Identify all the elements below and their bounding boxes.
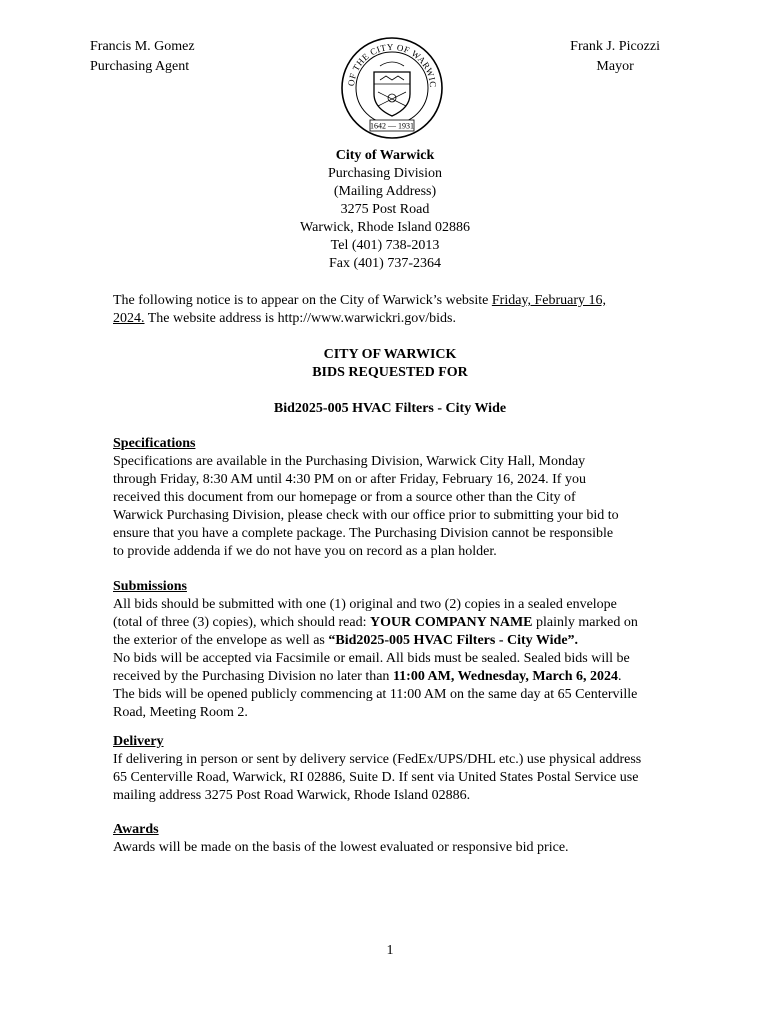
specifications-line: Specifications are available in the Purchasing Division, Warwick City Hall, Monday: [113, 454, 586, 469]
title-city: CITY OF WARWICK: [323, 347, 457, 362]
city-seal-icon: [340, 36, 444, 140]
purchasing-agent-block: [90, 37, 195, 77]
fax: Fax (401) 737-2364: [329, 256, 441, 271]
svg-text:SEAL OF THE CITY OF WARWICK R.: OF THE CITY OF WARWIC: [345, 41, 439, 89]
purchasing-agent-name: Francis M. Gomez: [90, 39, 195, 54]
delivery-heading: Delivery: [113, 734, 164, 749]
city-state-zip: Warwick, Rhode Island 02886: [300, 220, 470, 235]
specifications-heading: Specifications: [113, 436, 196, 451]
notice-date-2: 2024.: [113, 311, 145, 326]
bid-title: Bid2025-005 HVAC Filters - City Wide: [273, 401, 507, 416]
submissions-text: the exterior of the envelope as well as: [113, 633, 329, 648]
submissions-line: No bids will be accepted via Facsimile or email. All bids must be sealed. Sealed bids will be: [113, 651, 630, 666]
address-block: [0, 147, 770, 273]
specifications-section: [113, 435, 673, 561]
submissions-line: All bids should be submitted with one (1) original and two (2) copies in a sealed envelope: [113, 597, 617, 612]
mayor-block: [570, 37, 660, 77]
submissions-text: received by the Purchasing Division no later than: [113, 669, 393, 684]
street-address: 3275 Post Road: [340, 202, 430, 217]
submissions-line: Road, Meeting Room 2.: [113, 705, 248, 720]
mayor-title: Mayor: [596, 59, 634, 74]
city-name: City of Warwick: [335, 148, 435, 163]
submissions-text: plainly marked on: [532, 615, 638, 630]
submissions-text: .: [618, 669, 622, 684]
specifications-line: Warwick Purchasing Division, please check with our office prior to submitting your bid to: [113, 508, 619, 523]
submissions-heading: Submissions: [113, 579, 187, 594]
notice-date-1: Friday, February 16,: [491, 293, 607, 308]
division-name: Purchasing Division: [328, 166, 442, 181]
submissions-line: [113, 614, 673, 632]
telephone: Tel (401) 738-2013: [330, 238, 440, 253]
submissions-section: [113, 578, 673, 722]
awards-line: Awards will be made on the basis of the lowest evaluated or responsive bid price.: [113, 840, 569, 855]
notice-text-2: The website address is http://www.warwickri.gov/bids.: [144, 311, 456, 326]
envelope-bid-label: “Bid2025-005 HVAC Filters - City Wide”.: [328, 633, 579, 648]
mailing-address-label: (Mailing Address): [333, 184, 437, 199]
submissions-line: [113, 632, 673, 650]
svg-text:1642 — 1931: 1642 — 1931: [370, 121, 414, 131]
delivery-line: 65 Centerville Road, Warwick, RI 02886, Suite D. If sent via United States Postal Service use: [113, 770, 639, 785]
specifications-line: received this document from our homepage or from a source other than the City of: [113, 490, 576, 505]
page-number: 1: [386, 943, 394, 958]
title-bids-requested: BIDS REQUESTED FOR: [312, 365, 468, 380]
delivery-line: If delivering in person or sent by delivery service (FedEx/UPS/DHL etc.) use physical address: [113, 752, 642, 767]
purchasing-agent-title: Purchasing Agent: [90, 59, 190, 74]
delivery-line: mailing address 3275 Post Road Warwick, Rhode Island 02886.: [113, 788, 471, 803]
specifications-line: ensure that you have a complete package. The Purchasing Division cannot be responsible: [113, 526, 614, 541]
submissions-text: (total of three (3) copies), which should read:: [113, 615, 370, 630]
bid-deadline: 11:00 AM, Wednesday, March 6, 2024: [392, 669, 618, 684]
company-name-placeholder: YOUR COMPANY NAME: [369, 615, 533, 630]
delivery-section: [113, 733, 673, 805]
notice-text-1: The following notice is to appear on the City of Warwick’s website: [113, 293, 492, 308]
awards-section: [113, 821, 673, 857]
specifications-line: through Friday, 8:30 AM until 4:30 PM on or after Friday, February 16, 2024. If you: [113, 472, 586, 487]
website-notice: [113, 292, 673, 328]
specifications-line: to provide addenda if we do not have you on record as a plan holder.: [113, 544, 497, 559]
mayor-name: Frank J. Picozzi: [570, 39, 660, 54]
awards-heading: Awards: [113, 822, 159, 837]
submissions-line: [113, 668, 673, 686]
submissions-line: The bids will be opened publicly commencing at 11:00 AM on the same day at 65 Centerville: [113, 687, 638, 702]
